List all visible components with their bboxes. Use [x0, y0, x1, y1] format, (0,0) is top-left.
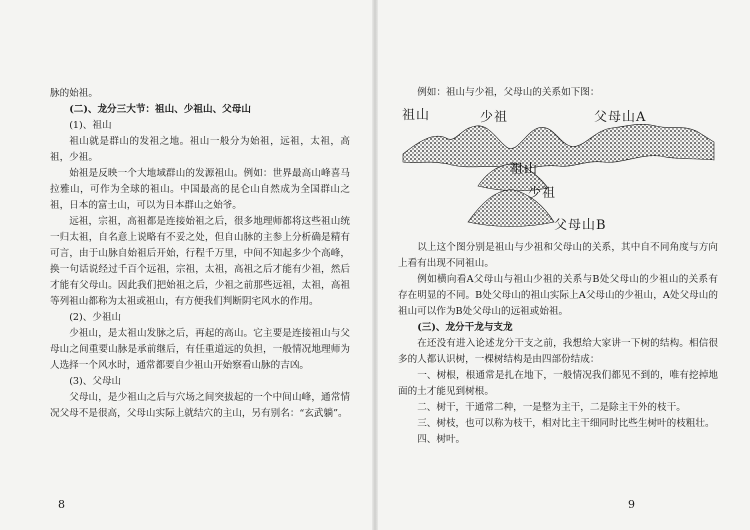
paragraph: 三、树枝，也可以称为枝干，相对比主干细同时比些生树叶的枝粗壮。 [417, 418, 715, 429]
paragraph: 远祖，宗祖，高祖都是连接始祖之后，很多地理师都将这些祖山统一归太祖，自名意上说略有不妥之处，但自山脉的主参上分析确是精有可言，由于山脉自始祖后开始，行程千万里，中间不知起多少个高峰，换一句话说经过千百个远祖，宗祖，太祖，高祖之后才能有少祖，然后才能有父母山。因此我们把始祖之后，少祖之前那些远祖，太祖，高祖等列祖山都称为太祖或祖山，有方便我们判断阴宅风水的作用。 [50, 216, 350, 307]
label-fumushan-b: 父母山B [554, 218, 607, 233]
right-page [378, 0, 750, 530]
left-page-text [50, 86, 350, 422]
paragraph: 一、树根，根通常是扎在地下，一般情况我们都见不到的，唯有挖掉地面的土才能见到树根。 [398, 370, 718, 397]
subsection-heading: (3)、父母山 [69, 376, 122, 387]
mountain-range-top [403, 124, 714, 169]
paragraph: 脉的始祖。 [50, 88, 98, 99]
right-page-text [398, 240, 718, 448]
section-heading: (三)、龙分干龙与支龙 [417, 322, 513, 333]
paragraph: 四、树叶。 [417, 434, 466, 445]
subsection-heading: (1)、祖山 [69, 120, 112, 131]
label-fumushan-a: 父母山A [594, 110, 647, 125]
mountain-figure [398, 102, 718, 238]
paragraph: 祖山就是群山的发祖之地。祖山一般分为始祖，远祖，太祖，高祖，少祖。 [50, 136, 350, 163]
paragraph: 以上这个图分别是祖山与少祖和父母山的关系，其中自不同角度与方向上看有出现不同祖山。 [398, 242, 718, 269]
label-zushan: 祖山 [402, 108, 431, 123]
label-shaozu-top: 少祖 [480, 110, 509, 125]
subsection-heading: (2)、少祖山 [69, 312, 122, 323]
left-page [0, 0, 372, 530]
figure-intro: 例如：祖山与少祖，父母山的关系如下图： [417, 87, 600, 98]
paragraph: 在还没有进入论述龙分干支之前，我想给大家讲一下树的结构。相信很多的人都认识树，一棵树结构是由四部份结成： [398, 338, 718, 365]
paragraph: 例如横向看A父母山与祖山少祖的关系与B处父母山的少祖山的关系有存在明显的不同。B处父母山的祖山实际上A父母山的少祖山，A处父母山的祖山可以作为B处父母山的远祖或始祖。 [398, 274, 718, 317]
page-number: 8 [58, 498, 65, 511]
page-number: 9 [628, 498, 635, 511]
label-zushan-mid: 祖山 [510, 162, 539, 177]
paragraph: 二、树干，干通常二种，一是整为主干，二是除主干外的枝干。 [417, 402, 686, 413]
label-shaozu-mid: 少祖 [528, 186, 557, 201]
paragraph: 始祖是反映一个大地域群山的发源祖山。例如：世界最高山峰喜马拉雅山，可作为全球的祖山。中国最高的昆仑山自然成为全国群山之祖，日本的富士山，可以为日本群山之始爷。 [50, 168, 350, 211]
section-heading: (二)、龙分三大节：祖山、少祖山、父母山 [69, 104, 251, 115]
paragraph: 父母山，是少祖山之后与穴场之间突拔起的一个中间山峰，通常情况父母不是很高，父母山实际上就结穴的主山，另有别名：“玄武躺”。 [50, 392, 350, 419]
paragraph: 少祖山，是太祖山发脉之后，再起的高山。它主要是连接祖山与父母山之间重要山脉是承前继后，有任重道远的负担，一般情况地理师为人选择一个风水时，通常都要自少祖山开始察看山脉的吉凶。 [50, 328, 350, 371]
